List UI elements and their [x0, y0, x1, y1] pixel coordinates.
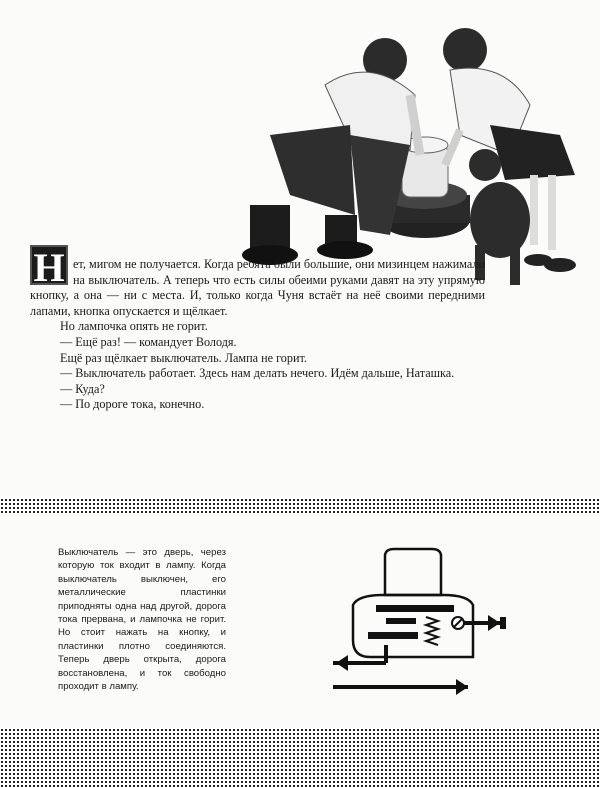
story-paragraph: ет, мигом не получается. Когда ребята были большие, они мизинцем нажимали на выключатель. А теперь что есть силы обеими руками давят на эту упрямую кнопку, а она — ни с места. И, только когда Чуня встаёт на неё своими передними лапами, кнопка опускается и щёлкает. — [30, 257, 485, 318]
story-line: — Выключатель работает. Здесь нам делать нечего. Идём дальше, Наташка. — [60, 366, 455, 381]
story-line: Но лампочка опять не горит. — [60, 319, 208, 334]
dotted-divider — [0, 498, 600, 514]
story-line: — По дороге тока, конечно. — [60, 397, 205, 412]
story-line: — Куда? — [60, 381, 105, 396]
drop-cap: Н — [30, 245, 68, 285]
dotted-footer — [0, 728, 600, 787]
story-text — [30, 245, 485, 413]
story-line: Ещё раз щёлкает выключатель. Лампа не горит. — [60, 350, 307, 365]
switch-diagram — [328, 545, 508, 695]
switch-caption: Выключатель — это дверь, через которую ток входит в лампу. Когда выключатель выключен, его металлические пластинки приподняты одна над другой, дорога тока прервана, и лампочка не горит. Но стоит нажать на кнопку, и пластинки плотно соединяются. Теперь дверь открыта, дорога восстановлена, и ток свободно проходит в лампу. — [58, 547, 226, 693]
story-line: — Ещё раз! — командует Володя. — [60, 334, 237, 349]
